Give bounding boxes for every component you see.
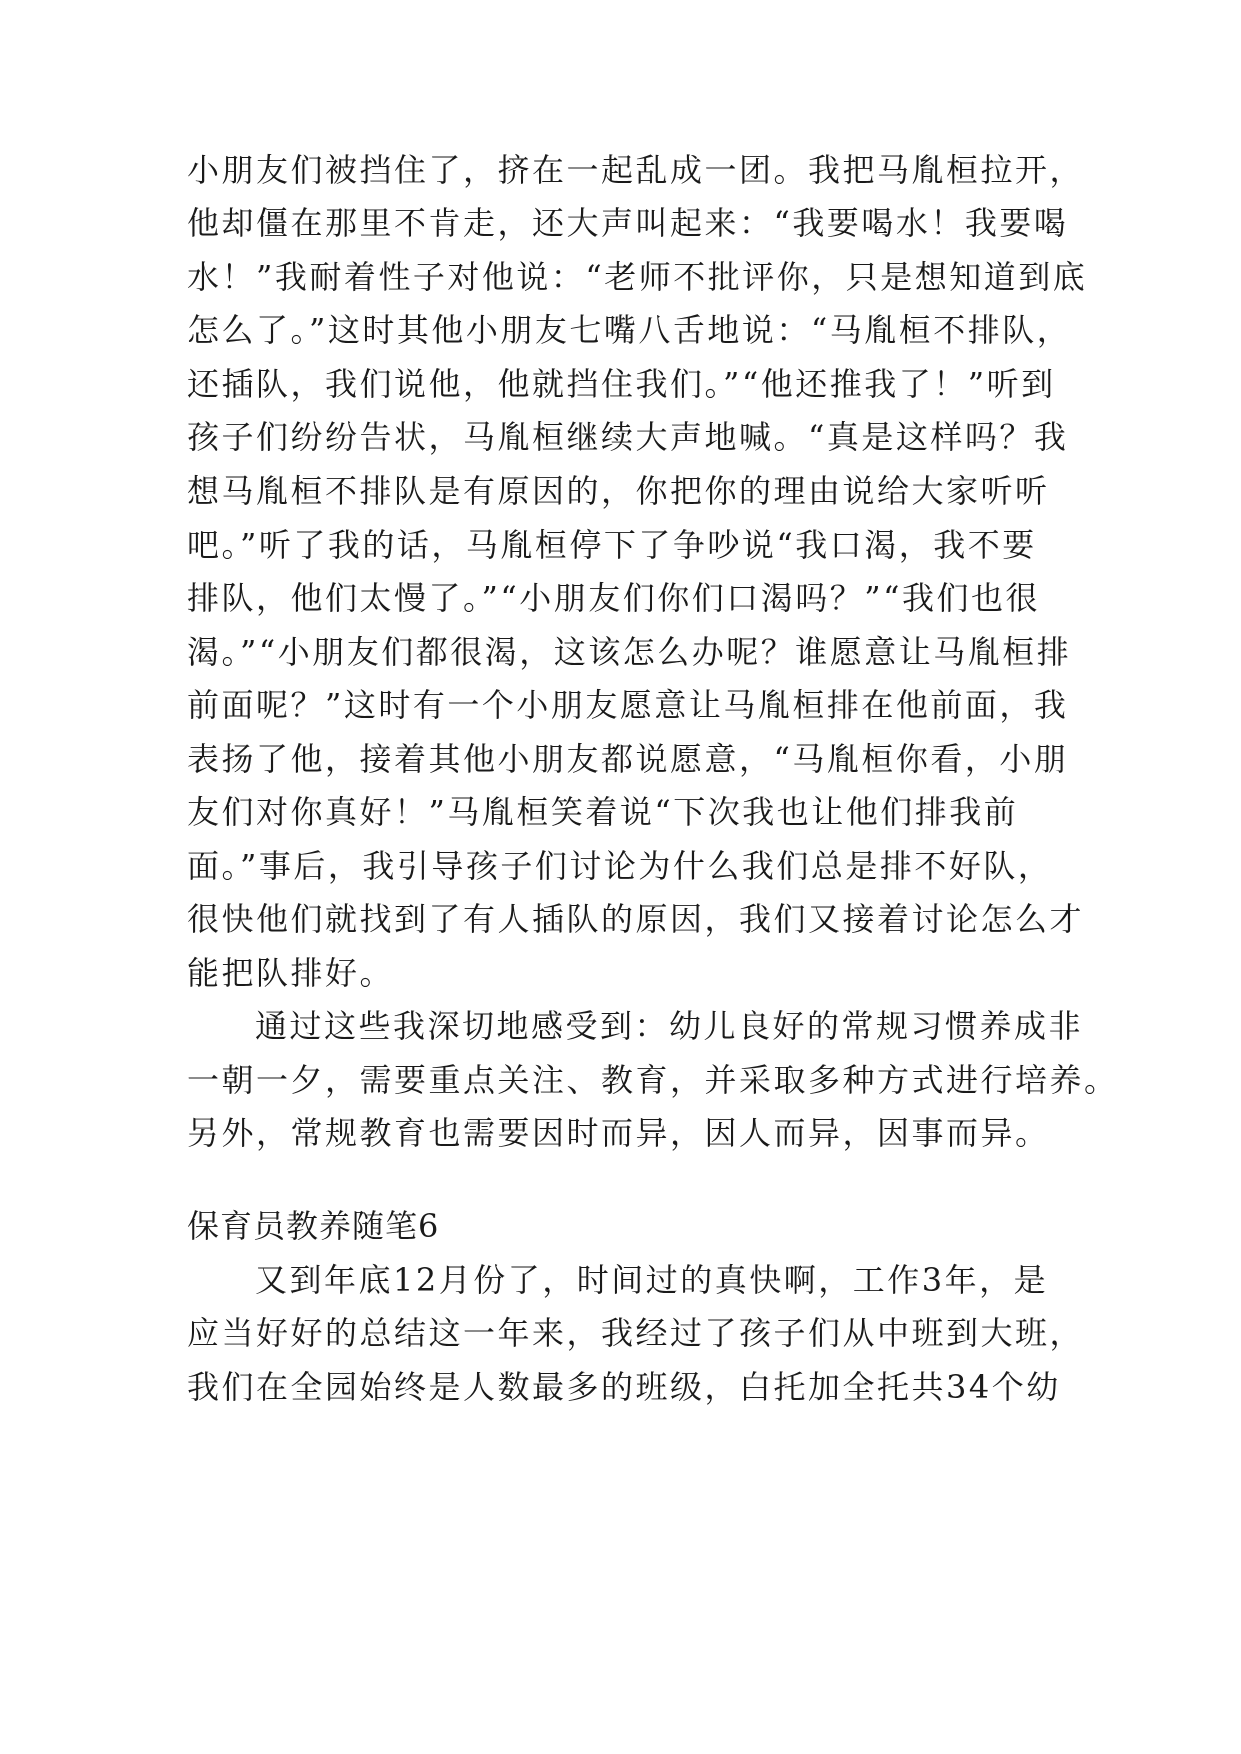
text-line: 他却僵在那里不肯走，还大声叫起来：“我要喝水！我要喝 xyxy=(187,204,1069,242)
text-line: 孩子们纷纷告状，马胤桓继续大声地喊。“真是这样吗？我 xyxy=(187,418,1069,456)
section-title: 保育员教养随笔6 xyxy=(187,1207,440,1245)
text-line: 排队，他们太慢了。”“小朋友们你们口渴吗？”“我们也很 xyxy=(187,579,1040,617)
text-line: 友们对你真好！”马胤桓笑着说“下次我也让他们排我前 xyxy=(187,793,1019,831)
text-line: 能把队排好。 xyxy=(187,954,395,992)
text-line: 我们在全园始终是人数最多的班级，白托加全托共34个幼 xyxy=(187,1368,1061,1406)
text-line: 前面呢？”这时有一个小朋友愿意让马胤桓排在他前面，我 xyxy=(187,686,1069,724)
text-line: 应当好好的总结这一年来，我经过了孩子们从中班到大班， xyxy=(187,1314,1085,1352)
text-line: 通过这些我深切地感受到：幼儿良好的常规习惯养成非 xyxy=(255,1007,1084,1045)
text-line: 另外，常规教育也需要因时而异，因人而异，因事而异。 xyxy=(187,1114,1050,1152)
text-line: 还插队，我们说他，他就挡住我们。”“他还推我了！”听到 xyxy=(187,365,1056,403)
text-line: 水！”我耐着性子对他说：“老师不批评你，只是想知道到底 xyxy=(187,258,1088,296)
text-line: 想马胤桓不排队是有原因的，你把你的理由说给大家听听 xyxy=(187,472,1050,510)
text-line: 表扬了他，接着其他小朋友都说愿意，“马胤桓你看，小朋 xyxy=(187,740,1069,778)
text-line: 渴。”“小朋友们都很渴，这该怎么办呢？谁愿意让马胤桓排 xyxy=(187,633,1072,671)
text-line: 一朝一夕，需要重点关注、教育，并采取多种方式进行培养。 xyxy=(187,1061,1119,1099)
text-line: 小朋友们被挡住了，挤在一起乱成一团。我把马胤桓拉开， xyxy=(187,151,1085,189)
text-line: 面。”事后，我引导孩子们讨论为什么我们总是排不好队， xyxy=(187,847,1053,885)
text-line: 很快他们就找到了有人插队的原因，我们又接着讨论怎么才 xyxy=(187,900,1085,938)
text-line: 又到年底12月份了，时间过的真快啊，工作3年，是 xyxy=(255,1261,1049,1299)
text-line: 吧。”听了我的话，马胤桓停下了争吵说“我口渴，我不要 xyxy=(187,526,1037,564)
text-line: 怎么了。”这时其他小朋友七嘴八舌地说：“马胤桓不排队， xyxy=(187,311,1072,349)
